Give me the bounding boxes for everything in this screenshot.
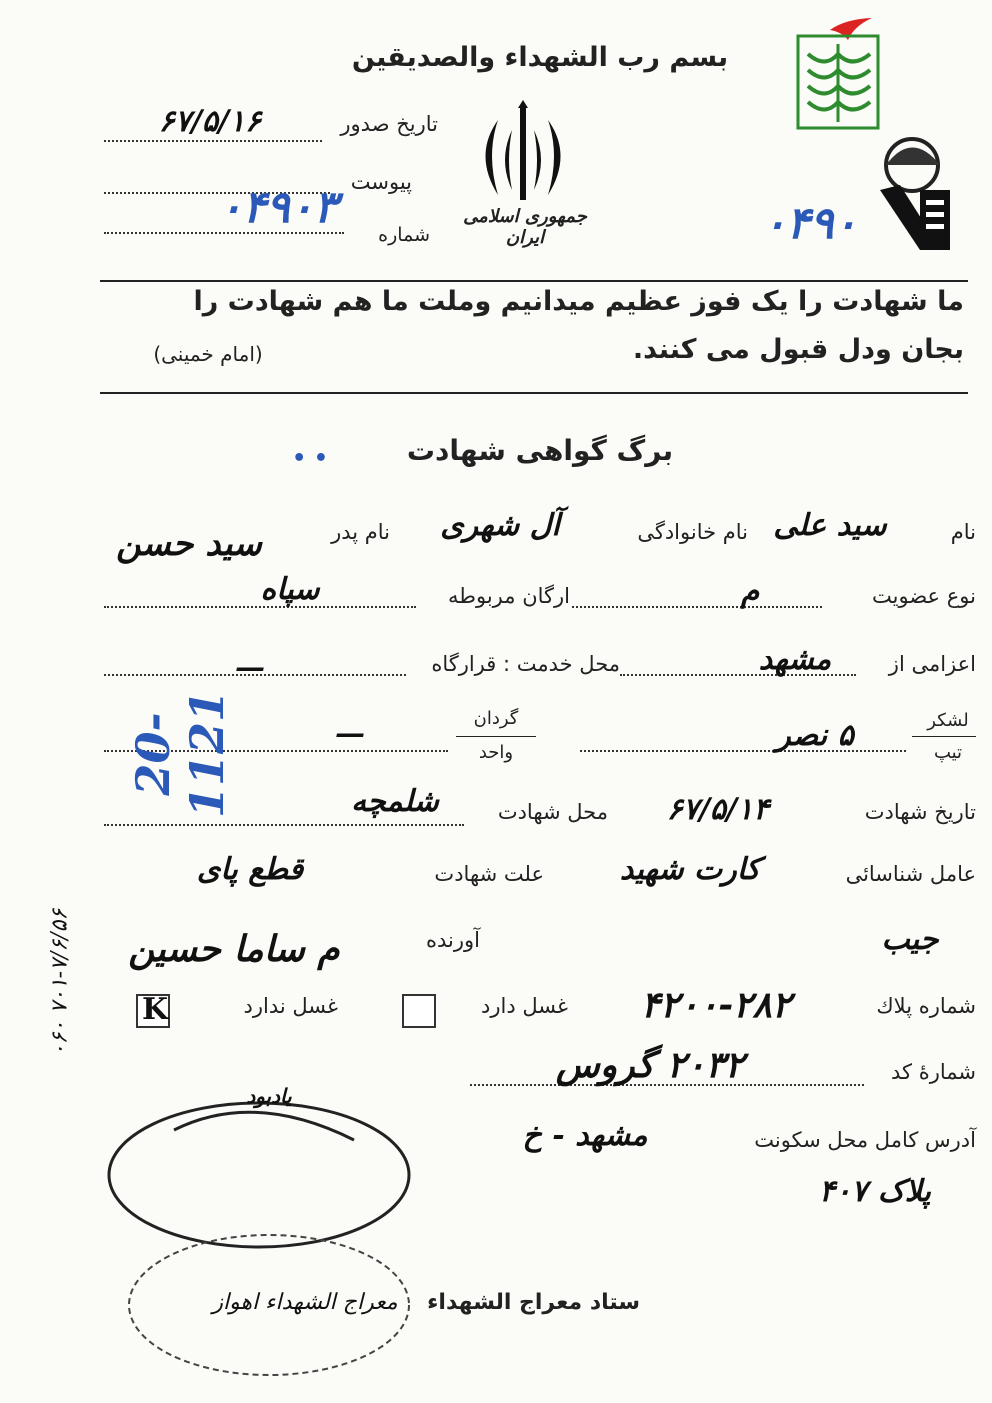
quote-top-rule (100, 280, 968, 282)
code-value: ۲۰۳۲ گروس (555, 1044, 745, 1086)
issue-date-label: تاریخ صدور (340, 112, 438, 136)
name-label: نام (950, 520, 976, 544)
issue-date-value: ۶۷/۵/۱۶ (158, 104, 262, 139)
emblem-caption: جمهوری اسلامی ایران (463, 206, 587, 248)
form-title-dots: • • (292, 446, 328, 471)
identifier-value: کارت شهید (619, 852, 761, 887)
basmala: بسم رب الشهداء والصديقين (351, 42, 729, 73)
irgc-emblem (860, 130, 965, 270)
quote-line-2: بجان ودل قبول می کنند. (632, 334, 964, 365)
org-label: ارگان مربوطه (448, 584, 570, 608)
plate-label: شماره پلاك (876, 994, 976, 1018)
dispatch-label: اعزامی از (888, 652, 976, 676)
unwashed-label: غسل ندارد (243, 994, 338, 1018)
form-title: برگ گواهی شهادت (406, 434, 674, 467)
margin-blue-number: 20-1121 (126, 689, 234, 819)
division-label: لشکر (927, 710, 969, 731)
division-value: ۵ نصر (776, 718, 854, 753)
unwashed-check-mark: K (142, 992, 169, 1027)
division-fraction-rule (912, 736, 976, 737)
address-label: آدرس کامل محل سکونت (754, 1128, 976, 1152)
number-value: ۰۴۹۰۳ (218, 182, 338, 233)
footer-handwriting: معراج الشهداء اهواز (212, 1290, 398, 1315)
date-value: ۶۷/۵/۱۴ (666, 792, 770, 827)
place-value: شلمچه (351, 784, 439, 819)
cause-value: قطع پای (196, 852, 304, 887)
round-stamp (104, 1070, 414, 1380)
battalion-value: — (335, 716, 365, 751)
brigade-label: تیپ (933, 742, 963, 763)
quote-bottom-rule (100, 392, 968, 394)
iran-emblem (468, 100, 578, 210)
attachment-label: پیوست (350, 170, 412, 194)
library-logo (790, 14, 885, 139)
quote-attribution: (امام خمینی) (153, 342, 263, 366)
battalion-fraction-rule (456, 736, 536, 737)
number-label: شماره (378, 224, 430, 246)
name-value: سید علی (773, 508, 887, 543)
service-label: محل خدمت : قرارگاه (431, 652, 620, 676)
quote-line-1: ما شهادت را یک فوز عظیم میدانیم وملت ما هم شهادت را (193, 286, 964, 317)
family-label: نام خانوادگی (637, 520, 748, 544)
father-label: نام پدر (331, 520, 390, 544)
unit-label: واحد (478, 742, 514, 763)
bringer-value: م ساما حسین (128, 928, 340, 970)
membership-label: نوع عضویت (872, 584, 976, 608)
service-value: — (235, 650, 265, 685)
membership-value: م (740, 574, 760, 609)
washed-checkbox[interactable] (402, 994, 436, 1028)
org-value: سپاه (260, 572, 320, 607)
code-label: شمارهٔ کد (891, 1060, 976, 1084)
washed-label: غسل دارد (481, 994, 568, 1018)
dispatch-value: مشهد (758, 642, 832, 677)
number-value-right: ۰۴۹۰ (762, 198, 858, 249)
place-label: محل شهادت (497, 800, 608, 824)
date-label: تاریخ شهادت (864, 800, 976, 824)
address-value: مشهد - خ (522, 1118, 648, 1153)
identifier-label: عامل شناسائی (845, 862, 976, 886)
footer-title: ستاد معراج الشهداء (427, 1290, 640, 1315)
unwashed-checkbox[interactable] (136, 994, 170, 1028)
battalion-label: گردان (473, 708, 519, 729)
stamp-text: یادبود (246, 1084, 292, 1108)
number-line (104, 232, 344, 234)
cause-label: علت شهادت (434, 862, 544, 886)
plate-value: ۴۲۰۰-۲۸۲ (640, 984, 792, 1026)
address-value-2: پلاک ۴۰۷ (819, 1174, 931, 1209)
issue-date-line (104, 140, 322, 142)
bringer-extra: جیب (881, 922, 939, 957)
family-value: آل شهری (440, 508, 560, 543)
father-value: سید حسن (116, 524, 262, 564)
bringer-label: آورنده (426, 928, 480, 952)
margin-vertical-note: ۷۰۱-۷/۶/۵۶ ۰۶۰ (47, 908, 73, 1057)
